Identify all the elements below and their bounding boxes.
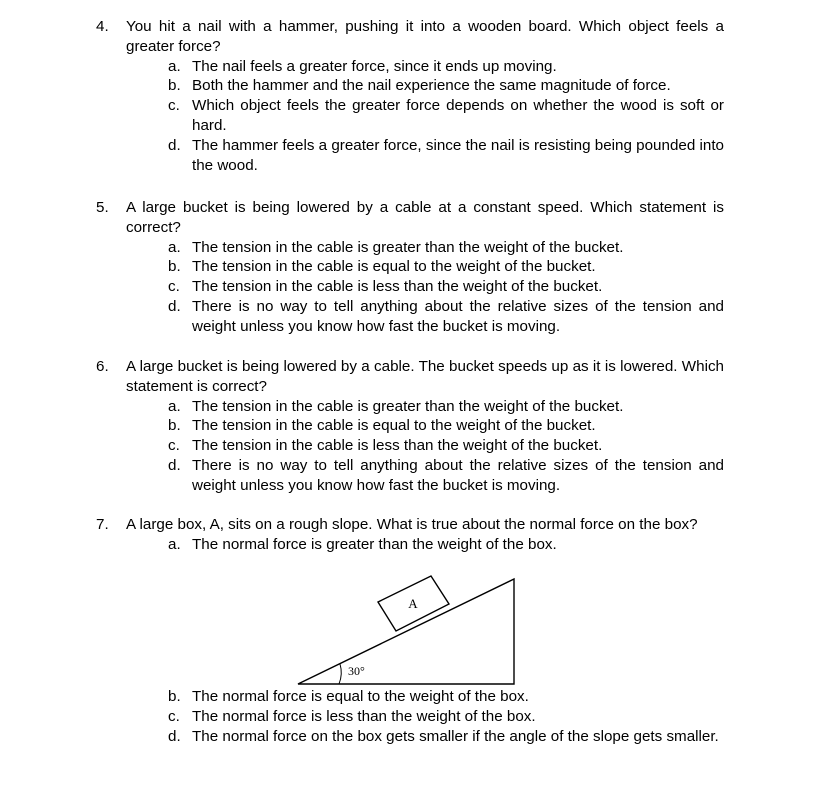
- option-a: [96, 535, 724, 555]
- option-letter: b.: [168, 688, 181, 705]
- option-b: [96, 416, 724, 436]
- option-letter: b.: [168, 258, 181, 276]
- option-text: There is no way to tell anything about the relative sizes of the tension and weight unless you know how fast the bucket is moving.: [192, 297, 724, 335]
- option-letter: a.: [168, 535, 181, 553]
- question-6: [96, 357, 724, 496]
- option-a: [96, 238, 724, 258]
- option-d: [96, 297, 724, 337]
- angle-label: 30°: [348, 664, 365, 678]
- option-d: [96, 456, 724, 496]
- option-d: [96, 727, 724, 747]
- option-letter: c.: [168, 437, 180, 455]
- option-b: [96, 257, 724, 277]
- option-c: [96, 277, 724, 297]
- option-c: [96, 707, 724, 727]
- option-text: Both the hammer and the nail experience the same magnitude of force.: [192, 77, 671, 95]
- option-letter: a.: [168, 238, 181, 256]
- option-letter: d.: [168, 297, 181, 315]
- question-text: A large box, A, sits on a rough slope. What is true about the normal force on the box?: [126, 516, 698, 533]
- question-7-options-continued: [96, 687, 724, 746]
- question-7: [96, 515, 724, 555]
- option-letter: a.: [168, 57, 181, 75]
- option-text: The hammer feels a greater force, since the nail is resisting being pounded into the wood.: [192, 136, 724, 174]
- option-b: [96, 687, 724, 707]
- option-text: The tension in the cable is greater than the weight of the bucket.: [192, 397, 624, 415]
- question-number: 6.: [96, 358, 109, 375]
- question-number: 5.: [96, 199, 109, 216]
- option-text: The normal force is greater than the weight of the box.: [192, 535, 557, 553]
- option-a: [96, 397, 724, 417]
- option-d: [96, 136, 724, 176]
- incline-diagram: [290, 568, 530, 688]
- option-letter: b.: [168, 417, 181, 435]
- question-text: You hit a nail with a hammer, pushing it into a wooden board. Which object feels a greater force?: [126, 18, 724, 55]
- option-letter: b.: [168, 77, 181, 95]
- question-number: 7.: [96, 516, 109, 533]
- option-b: [96, 76, 724, 96]
- option-list: [96, 397, 724, 496]
- option-text: The tension in the cable is greater than the weight of the bucket.: [192, 238, 624, 256]
- option-letter: a.: [168, 397, 181, 415]
- option-text: The tension in the cable is equal to the weight of the bucket.: [192, 258, 596, 276]
- option-letter: d.: [168, 456, 181, 474]
- option-list: [96, 57, 724, 176]
- option-text: The tension in the cable is less than the weight of the bucket.: [192, 437, 603, 455]
- option-text: The tension in the cable is less than the weight of the bucket.: [192, 278, 603, 296]
- option-list: [96, 535, 724, 555]
- option-c: [96, 436, 724, 456]
- option-text: Which object feels the greater force depends on whether the wood is soft or hard.: [192, 97, 724, 134]
- option-letter: c.: [168, 278, 180, 296]
- option-c: [96, 96, 724, 136]
- option-text: The tension in the cable is equal to the weight of the bucket.: [192, 417, 596, 435]
- option-text: The nail feels a greater force, since it ends up moving.: [192, 57, 557, 75]
- incline-figure: [290, 568, 530, 688]
- question-text: A large bucket is being lowered by a cable. The bucket speeds up as it is lowered. Which statement is correct?: [126, 358, 724, 395]
- option-text: The normal force is less than the weight of the box.: [192, 707, 536, 725]
- box-a-label: A: [408, 596, 418, 611]
- option-a: [96, 57, 724, 77]
- option-letter: d.: [168, 727, 181, 745]
- question-4: [96, 17, 724, 175]
- question-5: [96, 198, 724, 337]
- angle-arc: [339, 664, 341, 684]
- question-text: A large bucket is being lowered by a cable at a constant speed. Which statement is correct?: [126, 199, 724, 236]
- question-number: 4.: [96, 18, 109, 35]
- option-letter: c.: [168, 97, 180, 115]
- option-text: The normal force is equal to the weight of the box.: [192, 688, 529, 705]
- option-letter: c.: [168, 707, 180, 725]
- option-letter: d.: [168, 136, 181, 154]
- option-text: The normal force on the box gets smaller if the angle of the slope gets smaller.: [192, 727, 719, 745]
- option-list: [96, 238, 724, 337]
- option-text: There is no way to tell anything about the relative sizes of the tension and weight unless you know how fast the bucket is moving.: [192, 456, 724, 494]
